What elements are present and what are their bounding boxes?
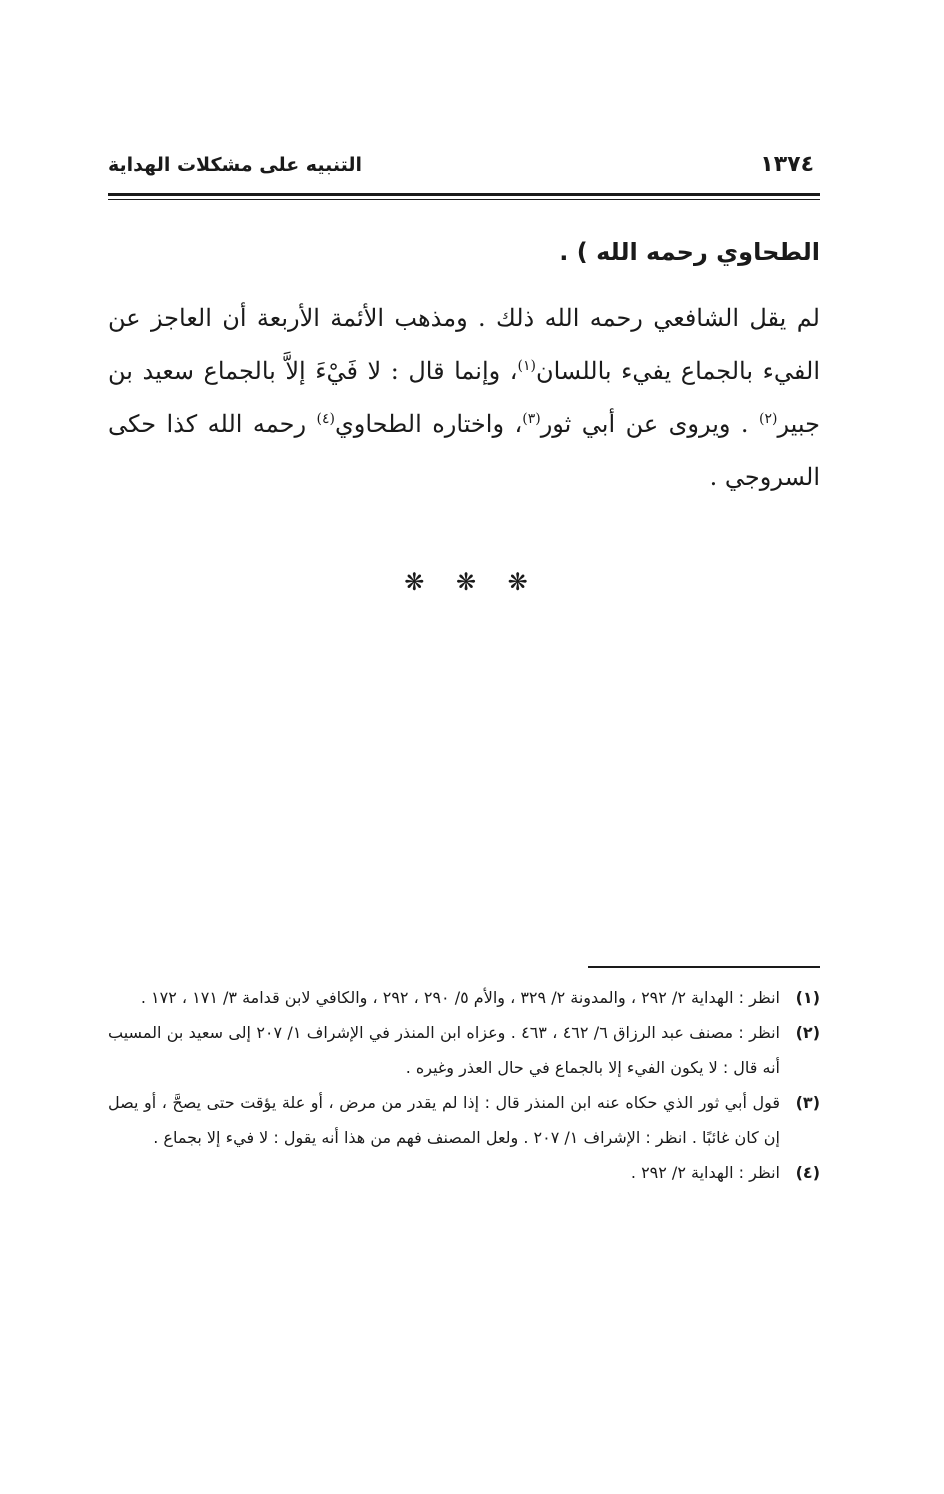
- footnote-ref-3: (٣): [522, 411, 541, 427]
- footnotes: [108, 980, 820, 1190]
- footnote-text: قول أبي ثور الذي حكاه عنه ابن المنذر قال : إذا لم يقدر من مرض ، أو علة يؤقت حتى يصحَّ ، أو يصل إن كان غائبًا . انظر : الإشراف ١/ ٢٠٧ . ولعل المصنف فهم من هذا أنه يقول : لا فيء إلا بجماع .: [108, 1093, 780, 1147]
- footnote-1: [108, 980, 820, 1015]
- section-separator: ❋ ❋ ❋: [404, 568, 540, 596]
- footnote-ref-1: (١): [517, 358, 536, 374]
- footnote-ref-4: (٤): [316, 411, 335, 427]
- footnote-number: (٣): [795, 1093, 820, 1112]
- running-title: التنبيه على مشكلات الهداية: [108, 154, 362, 176]
- footnote-text: انظر : الهداية ٢/ ٢٩٢ ، والمدونة ٢/ ٣٢٩ ، والأم ٥/ ٢٩٠ ، ٢٩٢ ، والكافي لابن قدامة ٣/ ١٧١ ، ١٧٢ .: [140, 988, 780, 1007]
- footnote-number: (٢): [795, 1023, 820, 1042]
- footnote-2: [108, 1015, 820, 1085]
- continued-heading: الطحاوي رحمه الله ) .: [559, 238, 820, 266]
- paragraph-text: لم يقل الشافعي رحمه الله ذلك . ومذهب الأئمة الأربعة أن العاجز عن الفيء بالجماع يفيء باللسان: [108, 304, 820, 385]
- footnote-text: انظر : الهداية ٢/ ٢٩٢ .: [630, 1163, 780, 1182]
- header-rule-thick: [108, 193, 820, 196]
- footnote-number: (٤): [795, 1163, 820, 1182]
- paragraph-text: ، وإنما قال : لا فَيْءَ إلاَّ بالجماع سعيد بن جبير: [108, 357, 820, 438]
- footnote-4: [108, 1155, 820, 1190]
- header-rule-thin: [108, 199, 820, 200]
- main-paragraph: [108, 292, 820, 504]
- page-number: ١٣٧٤: [760, 152, 814, 177]
- paragraph-text: . ويروى عن أبي ثور: [540, 410, 759, 438]
- footnote-rule: [588, 966, 820, 968]
- paragraph-text: ، واختاره الطحاوي: [334, 410, 523, 438]
- footnote-number: (١): [795, 988, 820, 1007]
- footnote-text: انظر : مصنف عبد الرزاق ٦/ ٤٦٢ ، ٤٦٣ . وعزاه ابن المنذر في الإشراف ١/ ٢٠٧ إلى سعيد بن المسيب أنه قال : لا يكون الفيء إلا بالجماع في حال العذر وغيره .: [108, 1023, 780, 1077]
- footnote-ref-2: (٢): [758, 411, 778, 427]
- footnote-3: [108, 1085, 820, 1155]
- main-text: [108, 230, 820, 504]
- running-header: [108, 148, 820, 188]
- paragraph-text: رحمه الله كذا حكى السروجي .: [108, 410, 820, 491]
